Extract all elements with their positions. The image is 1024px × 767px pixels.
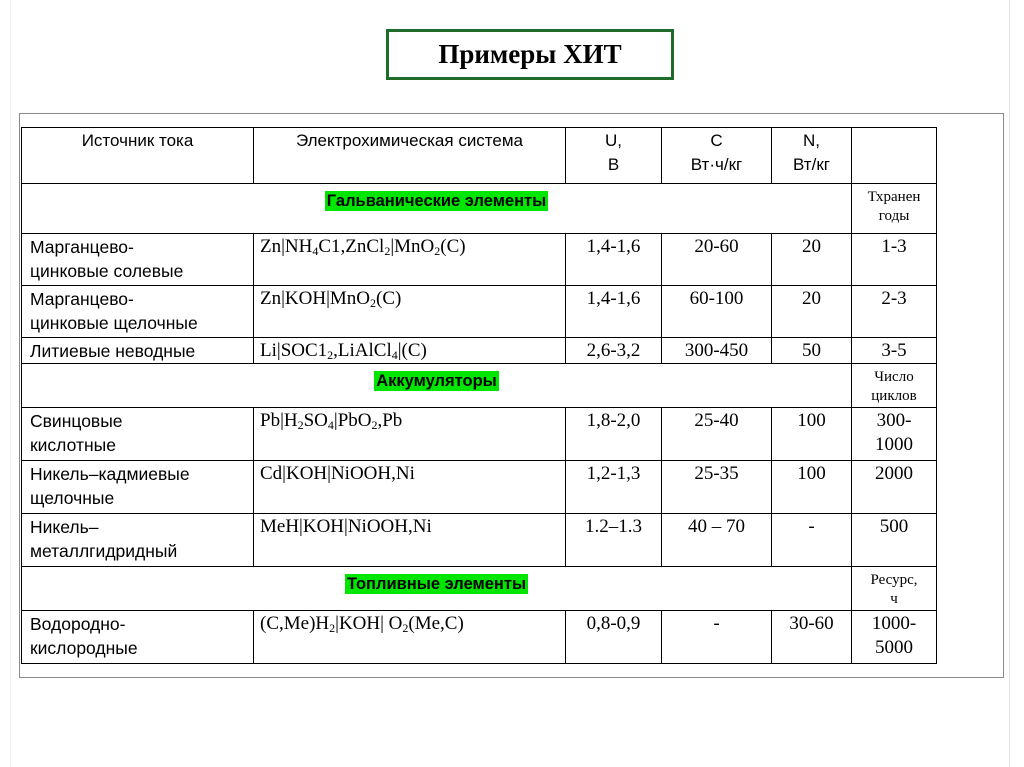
electrochemical-system: MeH|KOH|NiOOH,Ni [254, 514, 566, 567]
extra-value: 2000 [852, 461, 937, 514]
power-value: 20 [772, 234, 852, 286]
section-row-galvanic [22, 184, 937, 234]
capacity-value: 25-40 [662, 408, 772, 461]
power-value: 30-60 [772, 611, 852, 664]
source-name: Свинцовые кислотные [22, 408, 254, 461]
table-row [22, 611, 937, 664]
section-label: Гальванические элементы [326, 192, 547, 210]
header-row [22, 128, 937, 184]
section-row-fuel-cells [22, 567, 937, 611]
electrochemical-system: $Zn|NH_4C1,ZnCl_2|MnO_2(C)$ [254, 234, 566, 286]
extra-value: 500 [852, 514, 937, 567]
power-value: - [772, 514, 852, 567]
capacity-value: 20-60 [662, 234, 772, 286]
voltage-value: 1,2-1,3 [566, 461, 662, 514]
slide-right-edge [1009, 0, 1010, 767]
section-row-accumulators [22, 364, 937, 408]
electrochemical-system: $(C,Me)H_2|KOH|$ $O_2(Me,C)$ [254, 611, 566, 664]
side-note-cycles: Число циклов [852, 364, 937, 408]
extra-value: 300- 1000 [852, 408, 937, 461]
capacity-value: 300-450 [662, 338, 772, 364]
table-row [22, 234, 937, 286]
table-row [22, 461, 937, 514]
voltage-value: 1,4-1,6 [566, 234, 662, 286]
source-name: Литиевые неводные [22, 338, 254, 364]
header-source: Источник тока [22, 128, 254, 184]
header-extra [852, 128, 937, 184]
power-value: 100 [772, 408, 852, 461]
extra-value: 3-5 [852, 338, 937, 364]
table-row [22, 514, 937, 567]
section-fuel-cells [22, 567, 852, 611]
power-value: 100 [772, 461, 852, 514]
electrochemical-system: $Li|SOC1_2,LiAlCl_4|(C)$ [254, 338, 566, 364]
source-name: Никель–кадмиевые щелочные [22, 461, 254, 514]
header-power: N, Вт/кг [772, 128, 852, 184]
capacity-value: 25-35 [662, 461, 772, 514]
voltage-value: 2,6-3,2 [566, 338, 662, 364]
section-label: Топливные элементы [346, 575, 527, 593]
page-title: Примеры ХИТ [386, 29, 674, 80]
extra-value: 1000- 5000 [852, 611, 937, 664]
table-row [22, 286, 937, 338]
source-name: Марганцево- цинковые солевые [22, 234, 254, 286]
voltage-value: 1,8-2,0 [566, 408, 662, 461]
power-value: 50 [772, 338, 852, 364]
table-row [22, 408, 937, 461]
header-system: Электрохимическая система [254, 128, 566, 184]
extra-value: 1-3 [852, 234, 937, 286]
side-note-storage: Тхранен годы [852, 184, 937, 234]
table-row [22, 338, 937, 364]
electrochemical-system: Zn|KOH|MnO$_2$(C) [254, 286, 566, 338]
source-name: Марганцево- цинковые щелочные [22, 286, 254, 338]
capacity-value: 40 – 70 [662, 514, 772, 567]
source-name: Водородно- кислородные [22, 611, 254, 664]
electrochemical-system: Cd|KOH|NiOOH,Ni [254, 461, 566, 514]
voltage-value: 1,4-1,6 [566, 286, 662, 338]
capacity-value: - [662, 611, 772, 664]
header-voltage: U, В [566, 128, 662, 184]
hit-examples-table [21, 127, 937, 664]
source-name: Никель– металлгидридный [22, 514, 254, 567]
power-value: 20 [772, 286, 852, 338]
section-accumulators [22, 364, 852, 408]
side-note-resource: Ресурс, ч [852, 567, 937, 611]
capacity-value: 60-100 [662, 286, 772, 338]
section-label: Аккумуляторы [376, 372, 497, 390]
electrochemical-system: $Pb|H_2SO_4|PbO_2,Pb$ [254, 408, 566, 461]
extra-value: 2-3 [852, 286, 937, 338]
slide-left-edge [10, 0, 11, 767]
voltage-value: 1.2–1.3 [566, 514, 662, 567]
header-capacity: C Вт·ч/кг [662, 128, 772, 184]
section-galvanic [22, 184, 852, 234]
voltage-value: 0,8-0,9 [566, 611, 662, 664]
